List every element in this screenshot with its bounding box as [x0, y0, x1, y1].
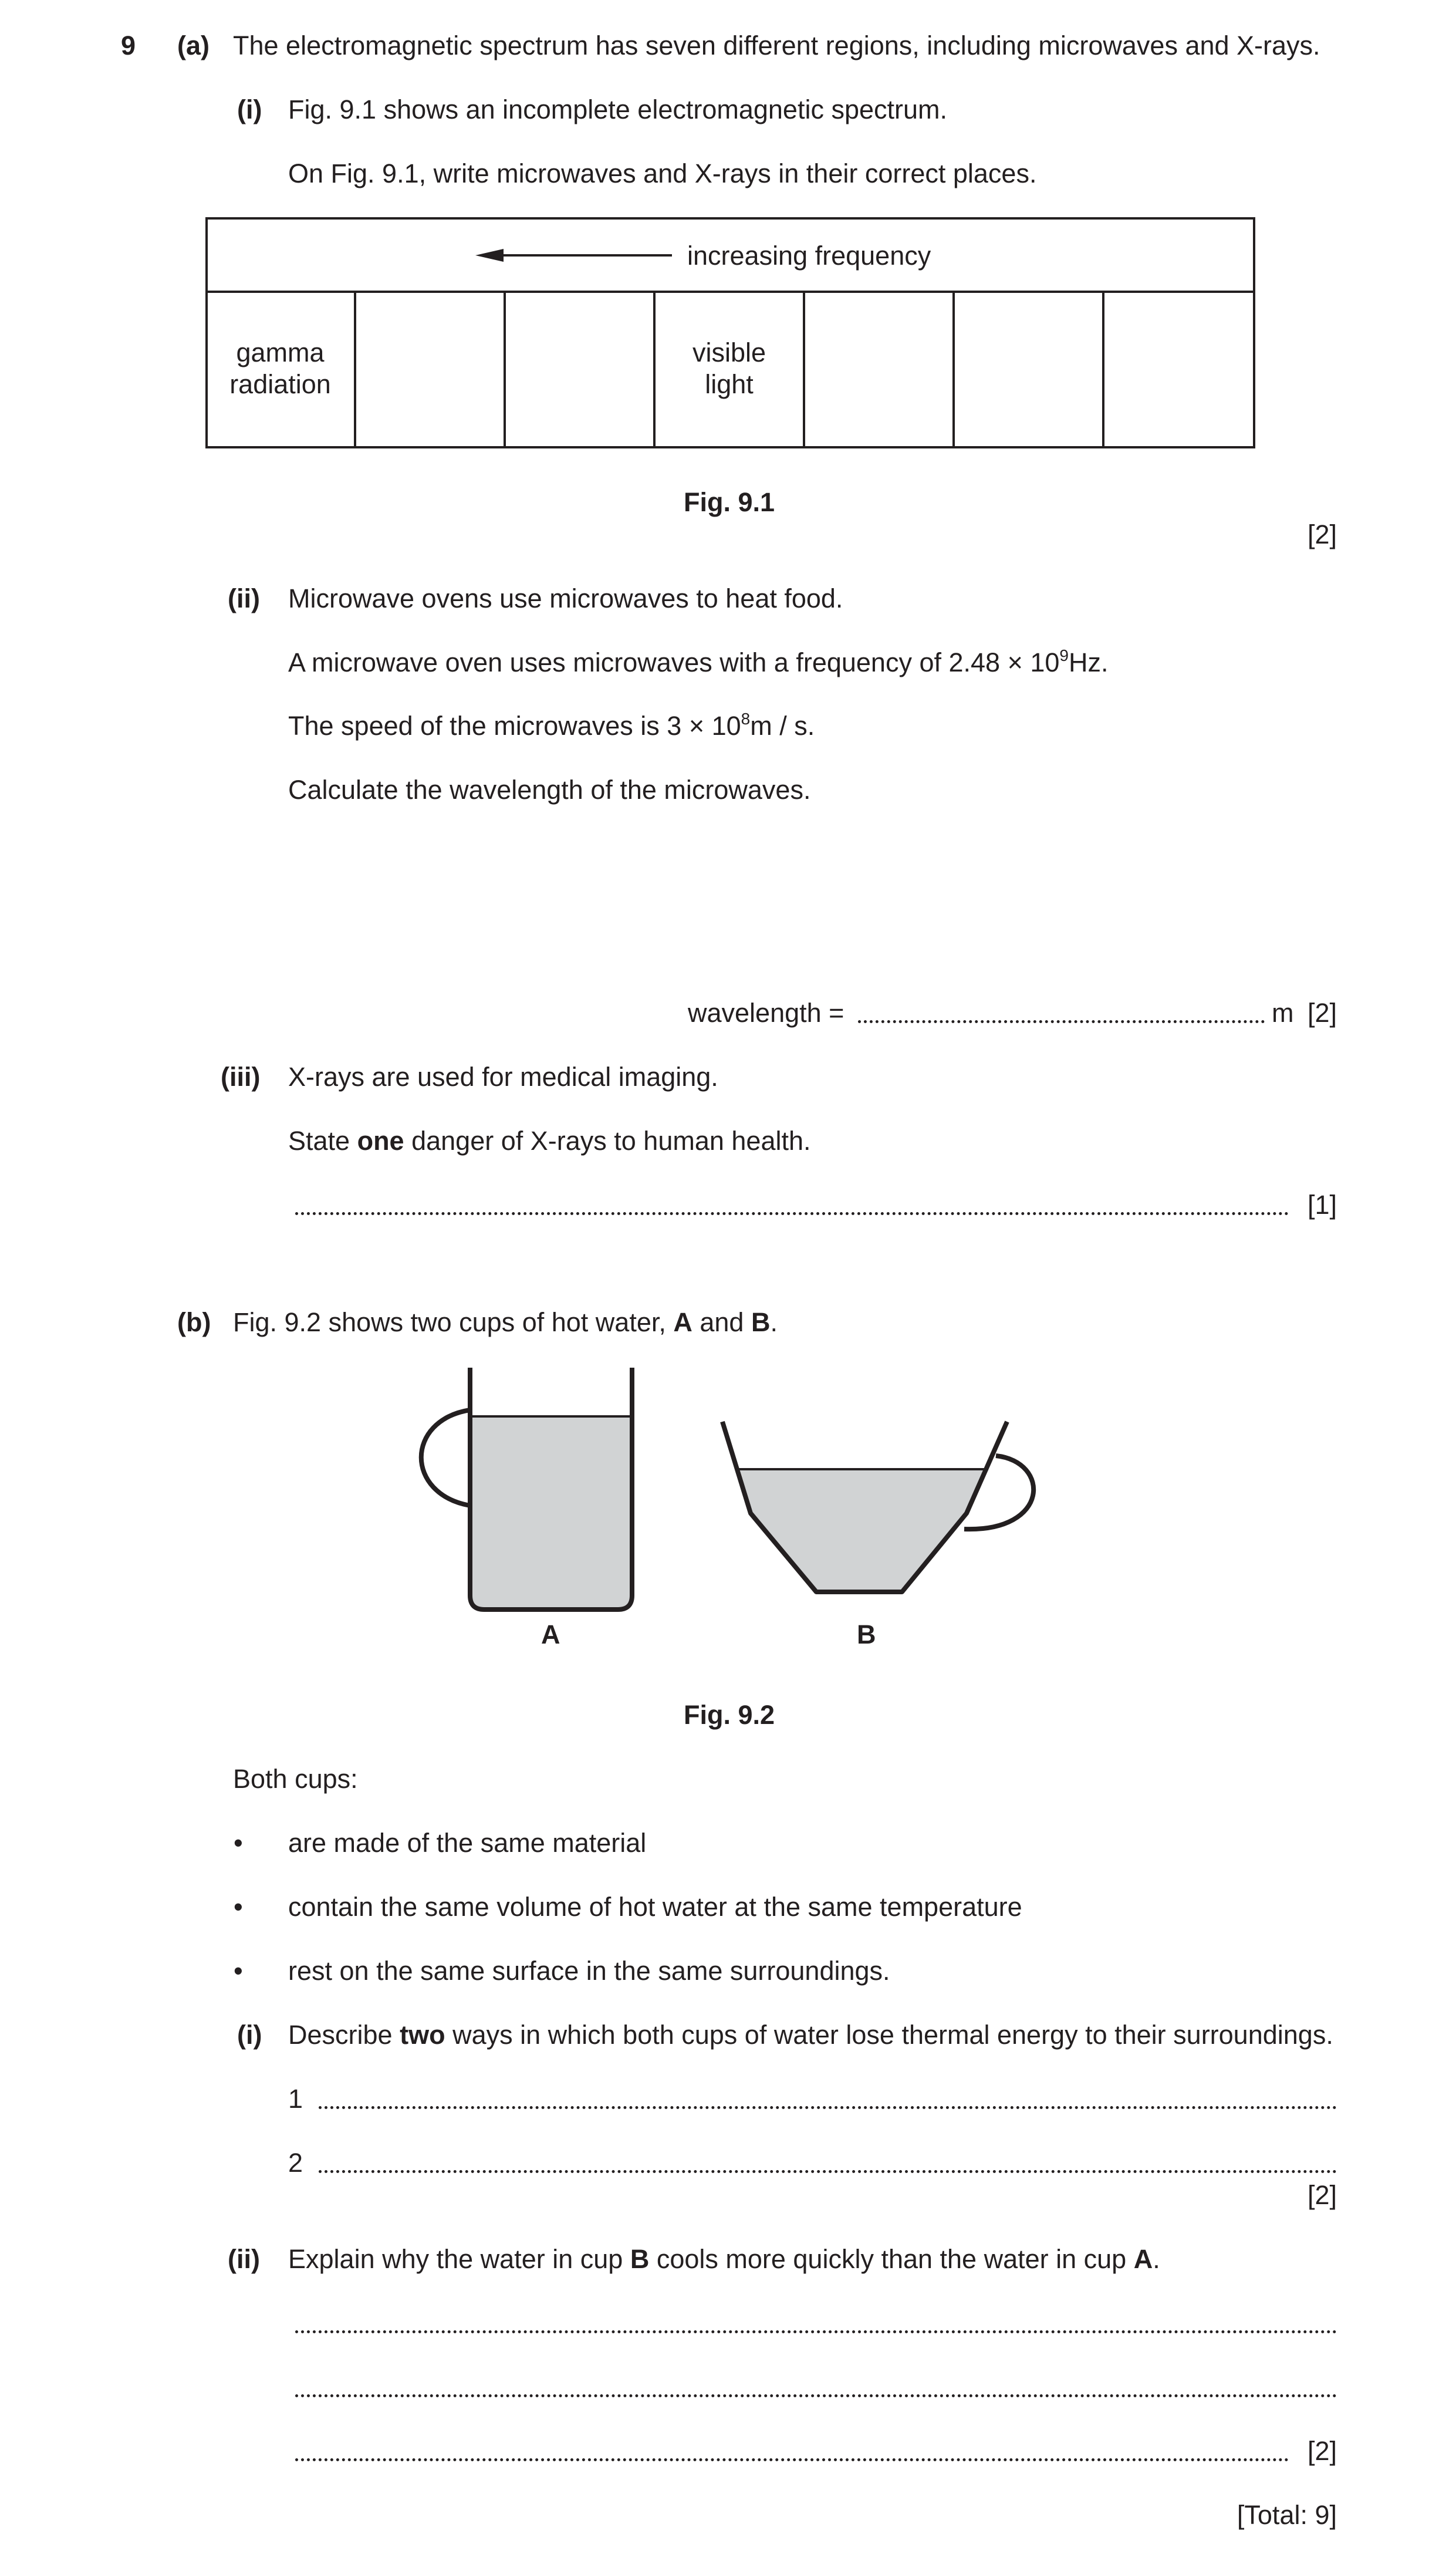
both-cups-label: Both cups: — [233, 1764, 358, 1794]
text-run: cools more quickly than the water in cup — [649, 2244, 1134, 2274]
part-a-ii-line3 — [288, 710, 815, 741]
part-a-i-line2: On Fig. 9.1, write microwaves and X-rays in their correct places. — [288, 158, 1037, 188]
marks-a-iii: [1] — [1307, 1190, 1337, 1220]
text-run: and — [692, 1307, 751, 1337]
marks-a-ii: [2] — [1307, 998, 1337, 1028]
answer-line-a-iii[interactable] — [295, 1212, 1289, 1215]
part-b-i-question — [288, 2022, 1333, 2048]
speed-text: The speed of the microwaves is 3 × 10 — [288, 711, 741, 741]
part-b-i-label: (i) — [237, 2020, 262, 2050]
emphasis: two — [400, 2020, 445, 2050]
bullet-symbol: • — [234, 1892, 243, 1922]
emphasis: one — [357, 1126, 404, 1156]
text-run: Describe — [288, 2020, 400, 2050]
cell-text: gamma — [236, 338, 325, 368]
bullet-item: are made of the same material — [288, 1828, 647, 1858]
part-a-ii-line4: Calculate the wavelength of the microwaves. — [288, 775, 811, 805]
cup-a-label: A — [541, 1619, 560, 1649]
answer-line-b-ii-1[interactable] — [295, 2330, 1337, 2333]
part-a-label: (a) — [177, 31, 210, 60]
part-a-ii-line2 — [288, 646, 1109, 677]
marks-b-ii: [2] — [1307, 2436, 1337, 2466]
cups-figure — [399, 1356, 1103, 1720]
frequency-row — [205, 217, 1253, 291]
part-b-intro — [233, 1309, 778, 1335]
text-run: Explain why the water in cup — [288, 2244, 630, 2274]
answer-line-b-ii-2[interactable] — [295, 2394, 1337, 2397]
fig-9-2-caption: Fig. 9.2 — [684, 1700, 775, 1730]
part-a-iii-line2 — [288, 1128, 811, 1154]
cell-text: radiation — [229, 369, 331, 399]
frequency-label: increasing frequency — [687, 241, 931, 271]
bullet-symbol: • — [234, 1956, 243, 1986]
unit-text: m / s. — [750, 711, 815, 741]
answer-line-b-i-1[interactable] — [319, 2106, 1337, 2109]
part-a-i-line1: Fig. 9.1 shows an incomplete electromagnetic spectrum. — [288, 95, 948, 124]
text-run: Fig. 9.2 shows two cups of hot water, — [233, 1307, 674, 1337]
cup-b-ref: B — [630, 2244, 650, 2274]
question-number: 9 — [121, 31, 136, 60]
cup-a-ref: A — [1133, 2244, 1153, 2274]
electromagnetic-spectrum-table — [205, 217, 1253, 446]
answer-line-b-ii-3[interactable] — [295, 2458, 1289, 2461]
answer-number-1: 1 — [288, 2084, 303, 2114]
part-b-label: (b) — [177, 1307, 211, 1337]
text-run: ways in which both cups of water lose thermal energy to their surroundings. — [445, 2020, 1333, 2050]
part-a-intro: The electromagnetic spectrum has seven different regions, including microwaves and X-rays. — [233, 31, 1320, 60]
exponent: 8 — [741, 710, 751, 728]
unit-text: Hz. — [1068, 647, 1109, 677]
part-b-ii-question — [288, 2246, 1160, 2272]
spectrum-cell-gamma — [207, 293, 354, 444]
text-run: State — [288, 1126, 357, 1156]
left-arrow-icon — [475, 244, 675, 267]
part-a-iii-label: (iii) — [221, 1062, 261, 1092]
frequency-text: A microwave oven uses microwaves with a frequency of 2.48 × 10 — [288, 647, 1060, 677]
spectrum-cell-blank[interactable] — [1104, 293, 1252, 444]
wavelength-answer-line[interactable] — [858, 1020, 1265, 1023]
spectrum-cell-blank[interactable] — [955, 293, 1102, 444]
wavelength-label: wavelength = — [688, 998, 844, 1028]
part-a-iii-line1: X-rays are used for medical imaging. — [288, 1062, 718, 1092]
spectrum-cell-visible — [656, 293, 803, 444]
answer-line-b-i-2[interactable] — [319, 2170, 1337, 2173]
cell-text: visible — [692, 338, 766, 368]
cup-b-ref: B — [751, 1307, 771, 1337]
text-run: . — [770, 1307, 778, 1337]
fig-9-1-caption: Fig. 9.1 — [684, 487, 775, 517]
part-a-ii-label: (ii) — [228, 583, 260, 613]
part-a-i-label: (i) — [237, 95, 262, 124]
exponent: 9 — [1059, 646, 1069, 664]
bullet-item: contain the same volume of hot water at the same temperature — [288, 1892, 1022, 1922]
text-run: . — [1153, 2244, 1160, 2274]
spectrum-cell-blank[interactable] — [805, 293, 952, 444]
answer-number-2: 2 — [288, 2148, 303, 2178]
bullet-item: rest on the same surface in the same surroundings. — [288, 1956, 890, 1986]
total-marks: [Total: 9] — [1237, 2500, 1337, 2530]
cup-b-icon — [722, 1422, 1033, 1592]
text-run: danger of X-rays to human health. — [404, 1126, 811, 1156]
marks-a-i: [2] — [1307, 519, 1337, 549]
spectrum-cell-blank[interactable] — [356, 293, 504, 444]
cup-a-icon — [421, 1368, 632, 1610]
marks-b-i: [2] — [1307, 2180, 1337, 2210]
bullet-symbol: • — [234, 1828, 243, 1858]
wavelength-unit: m — [1272, 998, 1294, 1028]
part-b-ii-label: (ii) — [228, 2244, 260, 2274]
part-a-ii-line1: Microwave ovens use microwaves to heat food. — [288, 583, 843, 613]
cell-text: light — [705, 369, 754, 399]
cup-a-ref: A — [673, 1307, 692, 1337]
cup-b-label: B — [857, 1619, 876, 1649]
spectrum-cell-blank[interactable] — [506, 293, 653, 444]
